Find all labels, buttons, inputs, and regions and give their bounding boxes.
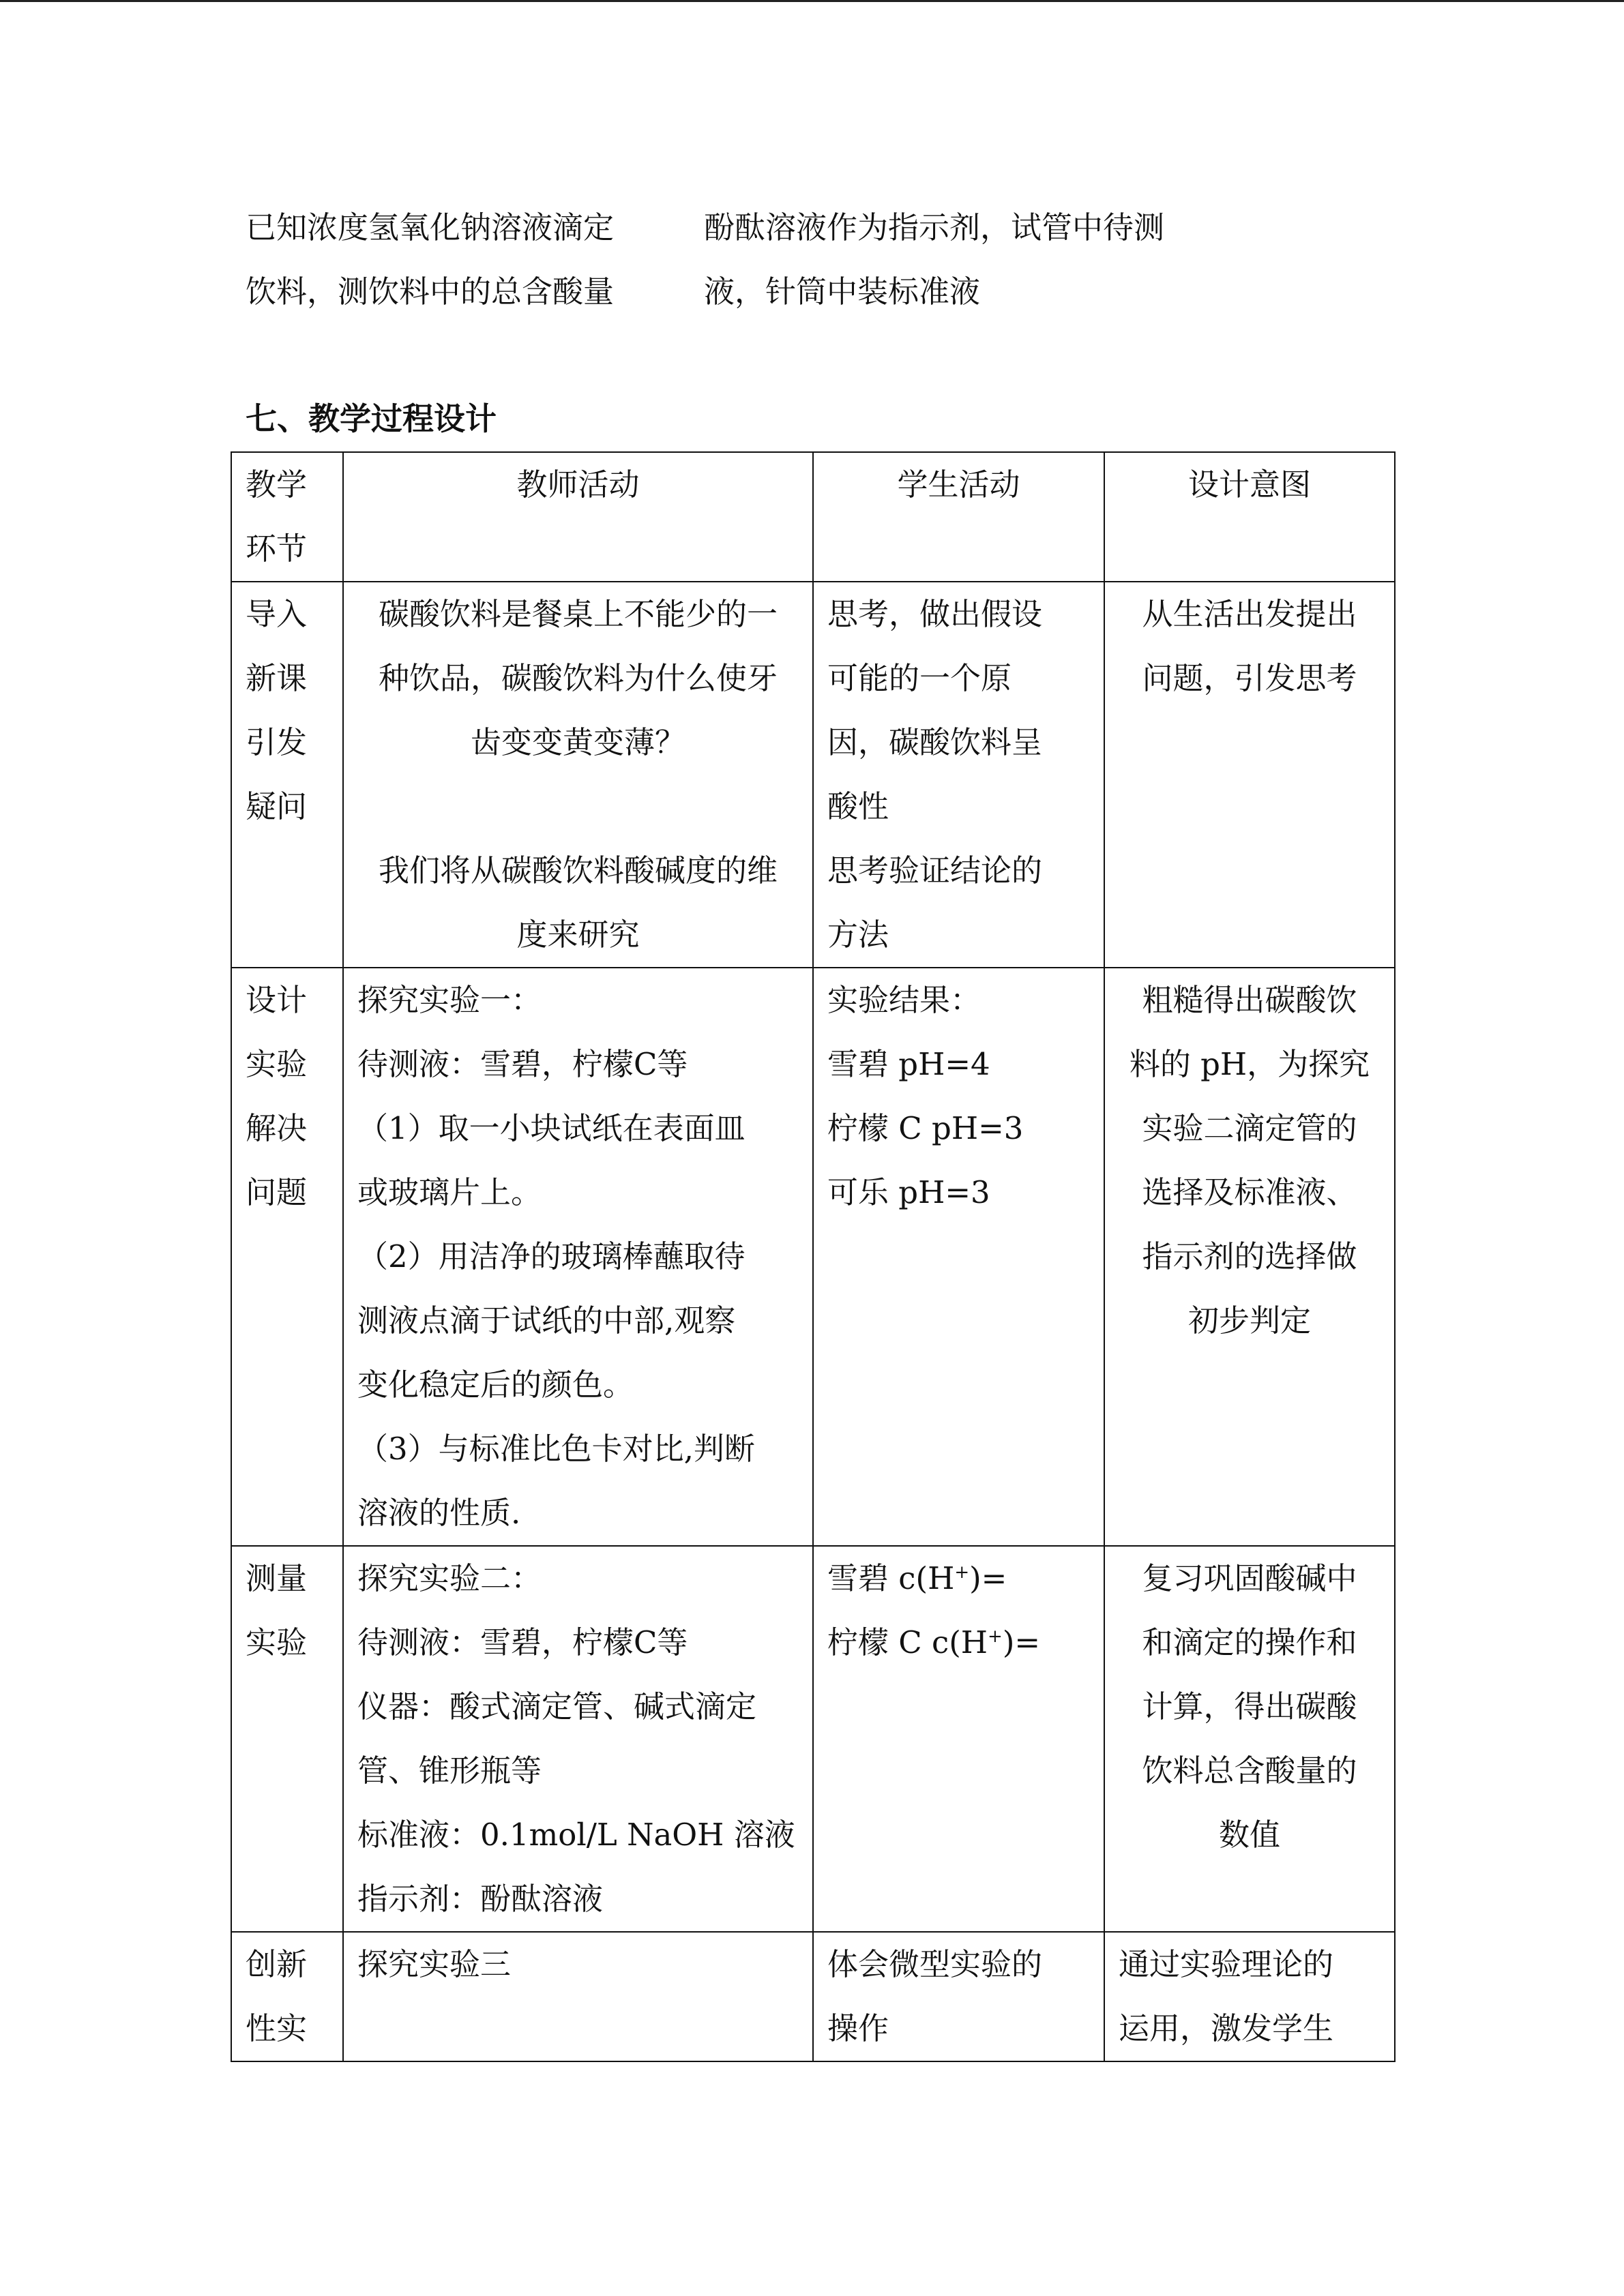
intent-cell: 粗糙得出碳酸饮 料的 pH，为探究 实验二滴定管的 选择及标准液、 指示剂的选择做 初步判定 — [1104, 968, 1395, 1546]
header-intent: 设计意图 — [1104, 452, 1395, 582]
table-row — [231, 968, 1395, 1546]
intro-line: 液，针筒中装标准液 — [704, 273, 981, 310]
intent-cell: 复习巩固酸碱中 和滴定的操作和 计算，得出碳酸 饮料总含酸量的 数值 — [1104, 1546, 1395, 1932]
stage-cell: 测量 实验 — [231, 1546, 343, 1932]
stage-cell: 导入 新课 引发 疑问 — [231, 582, 343, 968]
stage-cell: 创新 性实 — [231, 1932, 343, 2061]
student-cell: 思考，做出假设 可能的一个原 因，碳酸饮料呈 酸性 思考验证结论的 方法 — [813, 582, 1104, 968]
intro-line: 饮料，测饮料中的总含酸量 — [246, 273, 615, 310]
table-row — [231, 582, 1395, 968]
teacher-cell: 探究实验二： 待测液：雪碧，柠檬C等 仪器：酸式滴定管、碱式滴定 管、锥形瓶等 标准液：0.1mol/L NaOH 溶液 指示剂：酚酞溶液 — [343, 1546, 813, 1932]
header-student: 学生活动 — [813, 452, 1104, 582]
header-teacher: 教师活动 — [343, 452, 813, 582]
intro-left-text — [246, 196, 614, 324]
stage-cell: 设计 实验 解决 问题 — [231, 968, 343, 1546]
intro-line: 已知浓度氢氧化钠溶液滴定 — [246, 209, 615, 245]
table-header-row — [231, 452, 1395, 582]
teaching-process-table — [231, 451, 1396, 2062]
teacher-cell: 碳酸饮料是餐桌上不能少的一 种饮品，碳酸饮料为什么使牙 齿变变黄变薄？ 我们将从碳酸饮料酸碱度的维 度来研究 — [343, 582, 813, 968]
page-top-border — [0, 0, 1624, 2]
section-title: 七、教学过程设计 — [246, 400, 497, 437]
student-cell: 体会微型实验的 操作 — [813, 1932, 1104, 2061]
student-cell: 雪碧 c(H+)= 柠檬 C c(H+)= — [813, 1546, 1104, 1932]
intent-cell: 从生活出发提出 问题，引发思考 — [1104, 582, 1395, 968]
table-row — [231, 1546, 1395, 1932]
table-row — [231, 1932, 1395, 2061]
teacher-cell: 探究实验一： 待测液：雪碧，柠檬C等 （1）取一小块试纸在表面皿 或玻璃片上。 （2）用洁净的玻璃棒蘸取待 测液点滴于试纸的中部,观察 变化稳定后的颜色。 （3）与标准比色卡对比,判断 溶液的性质. — [343, 968, 813, 1546]
intro-line: 酚酞溶液作为指示剂，试管中待测 — [704, 209, 1165, 245]
intro-right-text — [704, 196, 1164, 324]
student-cell: 实验结果： 雪碧 pH=4 柠檬 C pH=3 可乐 pH=3 — [813, 968, 1104, 1546]
intent-cell: 通过实验理论的 运用，激发学生 — [1104, 1932, 1395, 2061]
header-stage: 教学 环节 — [231, 452, 343, 582]
teacher-cell: 探究实验三 — [343, 1932, 813, 2061]
